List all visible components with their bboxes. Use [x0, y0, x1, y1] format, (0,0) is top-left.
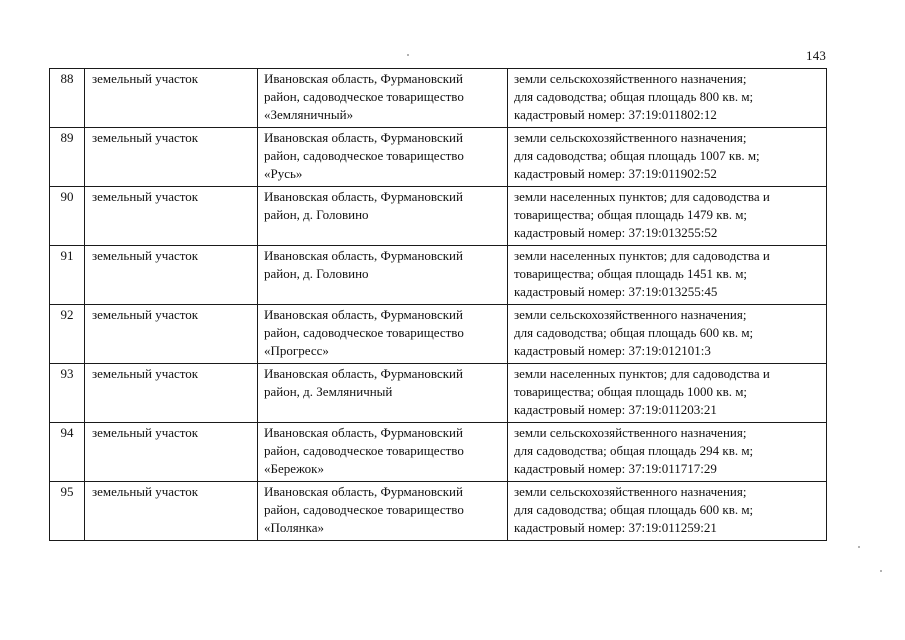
object-type: земельный участок	[85, 187, 258, 246]
object-type: земельный участок	[85, 69, 258, 128]
object-type: земельный участок	[85, 423, 258, 482]
description-line: кадастровый номер: 37:19:013255:52	[514, 225, 718, 240]
description-line: товарищества; общая площадь 1479 кв. м;	[514, 207, 748, 222]
row-number: 91	[50, 246, 85, 305]
description-cell	[508, 187, 827, 246]
address-line: «Земляничный»	[264, 107, 354, 122]
table-row	[50, 69, 827, 128]
description-line: земли населенных пунктов; для садоводства и	[514, 248, 770, 263]
address-line: Ивановская область, Фурмановский	[264, 71, 463, 86]
description-line: для садоводства; общая площадь 1007 кв. м;	[514, 148, 760, 163]
address-cell	[258, 128, 508, 187]
description-cell	[508, 69, 827, 128]
address-cell	[258, 364, 508, 423]
table-row	[50, 364, 827, 423]
description-line: для садоводства; общая площадь 600 кв. м;	[514, 502, 754, 517]
description-line: земли населенных пунктов; для садоводства и	[514, 366, 770, 381]
object-type: земельный участок	[85, 246, 258, 305]
address-line: район, садоводческое товарищество	[264, 325, 464, 340]
description-line: товарищества; общая площадь 1000 кв. м;	[514, 384, 748, 399]
object-type: земельный участок	[85, 364, 258, 423]
description-line: земли сельскохозяйственного назначения;	[514, 130, 747, 145]
address-line: Ивановская область, Фурмановский	[264, 189, 463, 204]
description-cell	[508, 128, 827, 187]
address-cell	[258, 69, 508, 128]
address-line: район, садоводческое товарищество	[264, 443, 464, 458]
address-line: район, садоводческое товарищество	[264, 89, 464, 104]
description-line: кадастровый номер: 37:19:011203:21	[514, 402, 717, 417]
description-line: кадастровый номер: 37:19:011259:21	[514, 520, 717, 535]
address-line: район, садоводческое товарищество	[264, 148, 464, 163]
row-number: 89	[50, 128, 85, 187]
address-line: район, д. Земляничный	[264, 384, 393, 399]
address-line: «Прогресс»	[264, 343, 329, 358]
scan-speck	[880, 570, 882, 572]
land-plots-table	[49, 68, 827, 541]
description-line: для садоводства; общая площадь 800 кв. м;	[514, 89, 754, 104]
address-cell	[258, 246, 508, 305]
address-line: район, д. Головино	[264, 207, 369, 222]
address-line: район, садоводческое товарищество	[264, 502, 464, 517]
address-line: Ивановская область, Фурмановский	[264, 484, 463, 499]
row-number: 90	[50, 187, 85, 246]
page-number: 143	[806, 48, 827, 63]
description-line: для садоводства; общая площадь 294 кв. м;	[514, 443, 754, 458]
table-row	[50, 128, 827, 187]
description-line: земли сельскохозяйственного назначения;	[514, 484, 747, 499]
row-number: 88	[50, 69, 85, 128]
scan-speck	[858, 546, 860, 548]
description-line: земли сельскохозяйственного назначения;	[514, 307, 747, 322]
scan-speck	[407, 54, 409, 56]
row-number: 94	[50, 423, 85, 482]
description-cell	[508, 364, 827, 423]
address-cell	[258, 187, 508, 246]
description-line: для садоводства; общая площадь 600 кв. м;	[514, 325, 754, 340]
description-cell	[508, 305, 827, 364]
description-line: земли населенных пунктов; для садоводства и	[514, 189, 770, 204]
table-row	[50, 187, 827, 246]
table-row	[50, 246, 827, 305]
address-cell	[258, 482, 508, 541]
address-line: Ивановская область, Фурмановский	[264, 425, 463, 440]
address-line: район, д. Головино	[264, 266, 369, 281]
address-line: «Русь»	[264, 166, 303, 181]
description-cell	[508, 482, 827, 541]
description-line: кадастровый номер: 37:19:011902:52	[514, 166, 717, 181]
object-type: земельный участок	[85, 482, 258, 541]
description-line: земли сельскохозяйственного назначения;	[514, 425, 747, 440]
description-line: кадастровый номер: 37:19:012101:3	[514, 343, 711, 358]
table-row	[50, 305, 827, 364]
description-line: кадастровый номер: 37:19:011802:12	[514, 107, 717, 122]
table-row	[50, 482, 827, 541]
description-cell	[508, 423, 827, 482]
description-line: кадастровый номер: 37:19:011717:29	[514, 461, 717, 476]
address-line: Ивановская область, Фурмановский	[264, 130, 463, 145]
address-line: Ивановская область, Фурмановский	[264, 366, 463, 381]
description-cell	[508, 246, 827, 305]
address-line: Ивановская область, Фурмановский	[264, 248, 463, 263]
row-number: 93	[50, 364, 85, 423]
table-row	[50, 423, 827, 482]
address-cell	[258, 305, 508, 364]
description-line: кадастровый номер: 37:19:013255:45	[514, 284, 718, 299]
row-number: 95	[50, 482, 85, 541]
object-type: земельный участок	[85, 305, 258, 364]
address-line: «Бережок»	[264, 461, 324, 476]
address-cell	[258, 423, 508, 482]
description-line: товарищества; общая площадь 1451 кв. м;	[514, 266, 748, 281]
address-line: «Полянка»	[264, 520, 325, 535]
description-line: земли сельскохозяйственного назначения;	[514, 71, 747, 86]
row-number: 92	[50, 305, 85, 364]
object-type: земельный участок	[85, 128, 258, 187]
address-line: Ивановская область, Фурмановский	[264, 307, 463, 322]
